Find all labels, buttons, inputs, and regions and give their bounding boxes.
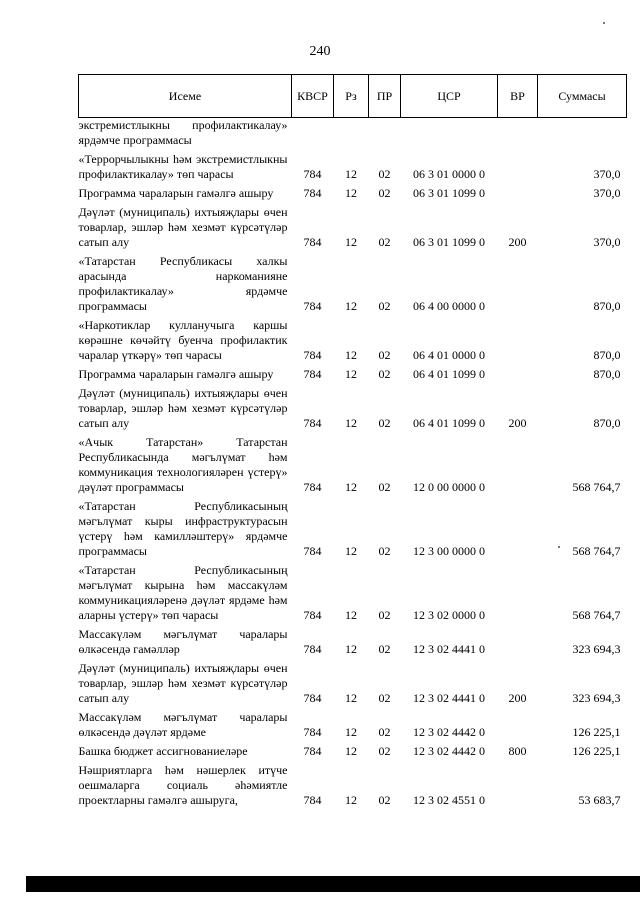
cell-rz: 12 — [345, 186, 357, 200]
cell-vr — [498, 563, 538, 627]
cell-kvsr: 784 — [303, 348, 322, 362]
cell-kvsr: 784 — [303, 544, 322, 558]
table-row — [79, 367, 627, 386]
cell-csr: 12 3 02 0000 0 — [413, 608, 485, 622]
cell-kvsr: 784 — [303, 642, 322, 656]
cell-pr: 02 — [378, 348, 391, 362]
cell-csr: 06 4 01 1099 0 — [413, 416, 485, 430]
scan-speck — [603, 22, 605, 24]
cell-name: «Татарстан Республикасының мәгълүмат кырына һәм массакүләм коммуникацияләренә дәүләт ярдәме һәм аларны үстерү» төп чарасы — [78, 563, 288, 622]
cell-name: Дәүләт (муниципаль) ихтыяҗлары өчен товарлар, эшләр һәм хезмәт күрсәтүләр сатып алу — [78, 386, 288, 430]
cell-name: Дәүләт (муниципаль) ихтыяҗлары өчен товарлар, эшләр һәм хезмәт күрсәтүләр сатып алу — [78, 205, 288, 249]
cell-kvsr: 784 — [303, 299, 322, 313]
cell-rz: 12 — [345, 793, 357, 807]
cell-rz — [334, 118, 369, 153]
table-row — [79, 205, 627, 254]
cell-name: «Ачык Татарстан» Татарстан Республикасында мәгълүмат һәм коммуникация технологияләрен үстерү» дәүләт программасы — [78, 435, 288, 494]
cell-sum: 370,0 — [593, 235, 621, 249]
column-header-rz: Рз — [334, 75, 369, 118]
column-header-sum: Суммасы — [538, 75, 627, 118]
cell-pr: 02 — [378, 299, 391, 313]
cell-csr: 06 3 01 0000 0 — [413, 167, 485, 181]
column-header-vr: ВР — [498, 75, 538, 118]
table-row — [79, 152, 627, 186]
cell-name: экстремистлыкны профилактикалау» ярдәмче программасы — [78, 118, 288, 147]
cell-csr — [401, 118, 498, 153]
table-row — [79, 254, 627, 318]
cell-vr: 200 — [508, 416, 527, 430]
cell-name: Массакүләм мәгълүмат чаралары өлкәсендә гамәлләр — [78, 627, 288, 656]
table-row — [79, 763, 627, 812]
cell-rz: 12 — [345, 416, 357, 430]
cell-rz: 12 — [345, 299, 357, 313]
cell-kvsr: 784 — [303, 691, 322, 705]
cell-rz: 12 — [345, 642, 357, 656]
cell-kvsr: 784 — [303, 416, 322, 430]
cell-kvsr: 784 — [303, 235, 322, 249]
page-number: 240 — [309, 44, 331, 59]
budget-table — [78, 74, 627, 812]
cell-rz: 12 — [345, 691, 357, 705]
cell-pr: 02 — [378, 691, 391, 705]
cell-pr: 02 — [378, 186, 391, 200]
cell-rz: 12 — [345, 348, 357, 362]
cell-vr — [498, 118, 538, 153]
cell-name: Программа чараларын гамәлгә ашыру — [78, 186, 274, 200]
cell-csr: 06 3 01 1099 0 — [413, 235, 485, 249]
cell-sum: 870,0 — [593, 348, 621, 362]
cell-sum: 370,0 — [593, 186, 621, 200]
cell-sum: 870,0 — [593, 416, 621, 430]
column-header-csr: ЦСР — [401, 75, 498, 118]
cell-sum — [538, 118, 627, 153]
scan-speck — [558, 546, 560, 548]
table-row — [79, 627, 627, 661]
cell-pr: 02 — [378, 544, 391, 558]
cell-csr: 12 3 02 4442 0 — [413, 725, 485, 739]
cell-vr — [498, 367, 538, 386]
cell-rz: 12 — [345, 744, 357, 758]
table-row — [79, 744, 627, 763]
cell-sum: 568 764,7 — [572, 608, 621, 622]
table-row — [79, 435, 627, 499]
table-header-row — [79, 75, 627, 118]
cell-vr — [498, 186, 538, 205]
cell-name: Нәшриятларга һәм нәшерлек итүче оешмаларга социаль әһәмиятле проектларны гамәлгә ашыруга, — [78, 763, 288, 807]
column-header-name: Исеме — [79, 75, 292, 118]
table-row — [79, 386, 627, 435]
cell-name: «Террорчылыкны һәм экстремистлыкны профилактикалау» төп чарасы — [78, 152, 288, 181]
cell-kvsr: 784 — [303, 367, 322, 381]
cell-sum: 870,0 — [593, 299, 621, 313]
cell-pr: 02 — [378, 235, 391, 249]
cell-sum: 568 764,7 — [572, 480, 621, 494]
cell-pr: 02 — [378, 480, 391, 494]
cell-pr: 02 — [378, 167, 391, 181]
cell-pr — [369, 118, 401, 153]
cell-csr: 06 4 01 0000 0 — [413, 348, 485, 362]
cell-vr — [498, 254, 538, 318]
cell-vr — [498, 710, 538, 744]
table-row — [79, 661, 627, 710]
cell-rz: 12 — [345, 608, 357, 622]
cell-csr: 12 3 02 4441 0 — [413, 691, 485, 705]
cell-csr: 06 3 01 1099 0 — [413, 186, 485, 200]
cell-kvsr: 784 — [303, 725, 322, 739]
cell-kvsr — [292, 118, 334, 153]
column-header-kvsr: КВСР — [292, 75, 334, 118]
cell-sum: 568 764,7 — [572, 544, 621, 558]
cell-rz: 12 — [345, 725, 357, 739]
cell-vr — [498, 763, 538, 812]
cell-name: Программа чараларын гамәлгә ашыру — [78, 367, 274, 381]
cell-csr: 12 3 02 4551 0 — [413, 793, 485, 807]
cell-sum: 126 225,1 — [572, 725, 621, 739]
scan-border-bottom — [26, 876, 640, 892]
cell-name: «Наркотиклар кулланучыга каршы көрәшне көчәйтү буенча профилактик чаралар үткәрү» төп чарасы — [78, 318, 288, 362]
cell-pr: 02 — [378, 642, 391, 656]
cell-vr: 800 — [508, 744, 527, 758]
table-row — [79, 563, 627, 627]
table-row — [79, 186, 627, 205]
cell-rz: 12 — [345, 480, 357, 494]
cell-pr: 02 — [378, 744, 391, 758]
cell-sum: 323 694,3 — [572, 642, 621, 656]
cell-csr: 06 4 01 1099 0 — [413, 367, 485, 381]
cell-csr: 12 3 00 0000 0 — [413, 544, 485, 558]
cell-pr: 02 — [378, 416, 391, 430]
cell-vr — [498, 499, 538, 563]
cell-name: «Татарстан Республикасы халкы арасында наркоманияне профилактикалау» ярдәмче программасы — [78, 254, 288, 313]
cell-sum: 323 694,3 — [572, 691, 621, 705]
cell-kvsr: 784 — [303, 480, 322, 494]
cell-name: Башка бюджет ассигнованиеләре — [78, 744, 248, 758]
cell-sum: 126 225,1 — [572, 744, 621, 758]
cell-sum: 370,0 — [593, 167, 621, 181]
cell-kvsr: 784 — [303, 186, 322, 200]
cell-rz: 12 — [345, 544, 357, 558]
cell-name: Массакүләм мәгълүмат чаралары өлкәсендә дәүләт ярдәме — [78, 710, 288, 739]
cell-vr: 200 — [508, 691, 527, 705]
table-row — [79, 710, 627, 744]
cell-sum: 870,0 — [593, 367, 621, 381]
table-row — [79, 118, 627, 153]
column-header-pr: ПР — [369, 75, 401, 118]
cell-kvsr: 784 — [303, 793, 322, 807]
cell-kvsr: 784 — [303, 744, 322, 758]
table-body — [79, 118, 627, 813]
cell-rz: 12 — [345, 367, 357, 381]
cell-pr: 02 — [378, 608, 391, 622]
cell-vr — [498, 435, 538, 499]
cell-name: «Татарстан Республикасының мәгълүмат кыры инфраструктурасын үстерү һәм камилләштерү» ярдәмче программасы — [78, 499, 288, 558]
cell-pr: 02 — [378, 367, 391, 381]
cell-csr: 12 3 02 4442 0 — [413, 744, 485, 758]
cell-kvsr: 784 — [303, 608, 322, 622]
cell-vr — [498, 152, 538, 186]
cell-pr: 02 — [378, 793, 391, 807]
cell-vr: 200 — [508, 235, 527, 249]
cell-pr: 02 — [378, 725, 391, 739]
cell-vr — [498, 318, 538, 367]
cell-kvsr: 784 — [303, 167, 322, 181]
cell-csr: 06 4 00 0000 0 — [413, 299, 485, 313]
cell-sum: 53 683,7 — [578, 793, 621, 807]
cell-name: Дәүләт (муниципаль) ихтыяҗлары өчен товарлар, эшләр һәм хезмәт күрсәтүләр сатып алу — [78, 661, 288, 705]
cell-csr: 12 0 00 0000 0 — [413, 480, 485, 494]
cell-rz: 12 — [345, 167, 357, 181]
cell-vr — [498, 627, 538, 661]
cell-rz: 12 — [345, 235, 357, 249]
cell-csr: 12 3 02 4441 0 — [413, 642, 485, 656]
table-row — [79, 499, 627, 563]
table-row — [79, 318, 627, 367]
